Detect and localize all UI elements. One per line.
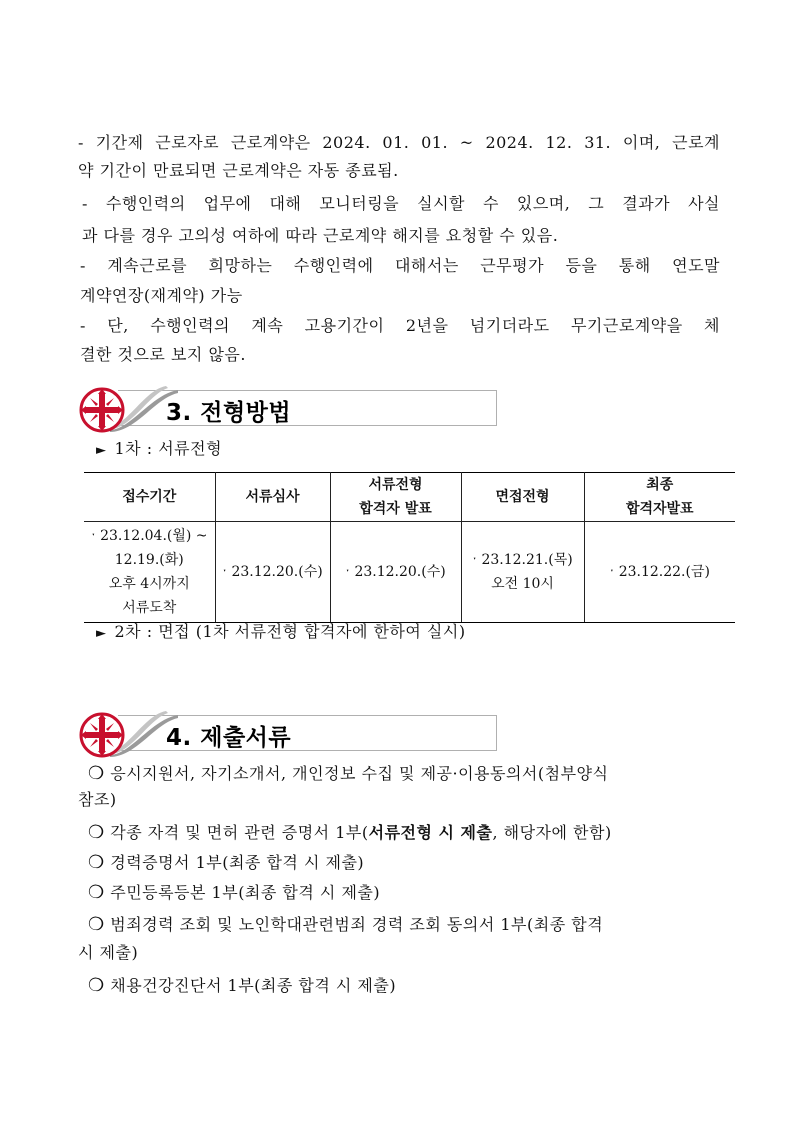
cell-interview-line1: ˑ 23.12.21.(목) bbox=[472, 552, 573, 568]
header-document-result-line1: 서류전형 bbox=[368, 477, 423, 493]
doc-item-6 bbox=[88, 976, 396, 996]
cell-reception-line4: 서류도착 bbox=[122, 600, 177, 616]
doc-item-2 bbox=[88, 823, 612, 843]
cell-interview-line2: 오전 10시 bbox=[491, 576, 554, 592]
cell-interview bbox=[461, 522, 584, 623]
circle-bullet-icon: ❍ bbox=[88, 914, 105, 935]
header-document-review: 서류심사 bbox=[215, 473, 330, 522]
doc-item-4-text: 주민등록등본 1부(최종 합격 시 제출) bbox=[110, 883, 381, 902]
circle-bullet-icon: ❍ bbox=[88, 975, 105, 996]
doc-item-1-cont: 참조) bbox=[78, 790, 117, 809]
step-2-text: 2차 : 면접 (1차 서류전형 합격자에 한하여 실시) bbox=[114, 622, 466, 641]
doc-item-1-text: 응시지원서, 자기소개서, 개인정보 수집 및 제공·이용동의서(첨부양식 bbox=[110, 764, 609, 783]
doc-item-6-text: 채용건강진단서 1부(최종 합격 시 제출) bbox=[110, 976, 397, 995]
terms-line-6: 계약연장(재계약) 가능 bbox=[80, 286, 243, 305]
cell-reception-line3: 오후 4시까지 bbox=[108, 576, 190, 592]
header-document-result-line2: 합격자 발표 bbox=[359, 501, 432, 517]
terms-line-3: - 수행인력의 업무에 대해 모니터링을 실시할 수 있으며, 그 결과가 사실 bbox=[82, 194, 720, 213]
doc-item-1 bbox=[88, 764, 608, 784]
doc-item-4 bbox=[88, 883, 380, 903]
section-3-header bbox=[78, 384, 498, 434]
section-4-header bbox=[78, 709, 498, 759]
caritas-emblem-icon bbox=[78, 386, 126, 434]
terms-line-5: - 계속근로를 희망하는 수행인력에 대해서는 근무평가 등을 통해 연도말 bbox=[80, 256, 720, 275]
doc-item-5 bbox=[88, 915, 603, 935]
circle-bullet-icon: ❍ bbox=[88, 822, 105, 843]
header-final-result-line2: 합격자발표 bbox=[625, 501, 694, 517]
doc-item-3-text: 경력증명서 1부(최종 합격 시 제출) bbox=[110, 853, 365, 872]
doc-item-2-post: , 해당자에 한함) bbox=[492, 823, 612, 842]
arrow-right-icon: ► bbox=[96, 626, 107, 641]
arrow-right-icon: ► bbox=[96, 443, 107, 458]
section-4-title: 4. 제출서류 bbox=[166, 725, 292, 751]
schedule-table bbox=[84, 472, 735, 623]
terms-line-2: 약 기간이 만료되면 근로계약은 자동 종료됨. bbox=[78, 161, 399, 180]
cell-final-result: ˑ 23.12.22.(금) bbox=[584, 522, 735, 623]
terms-line-1: - 기간제 근로자로 근로계약은 2024. 01. 01. ~ 2024. 12. 31. 이며, 근로계 bbox=[78, 133, 720, 152]
header-final-result bbox=[584, 473, 735, 522]
doc-item-2-pre: 각종 자격 및 면허 관련 증명서 1부( bbox=[110, 823, 369, 842]
table-header-row bbox=[84, 473, 735, 522]
terms-line-8: 결한 것으로 보지 않음. bbox=[80, 345, 246, 364]
header-final-result-line1: 최종 bbox=[646, 477, 674, 493]
cell-document-result: ˑ 23.12.20.(수) bbox=[330, 522, 461, 623]
section-3-title: 3. 전형방법 bbox=[166, 400, 292, 426]
doc-item-3 bbox=[88, 853, 364, 873]
step-1 bbox=[96, 439, 222, 461]
doc-item-2-bold: 서류전형 시 제출 bbox=[368, 823, 493, 842]
header-reception-period: 접수기간 bbox=[84, 473, 215, 522]
table-row bbox=[84, 522, 735, 623]
caritas-emblem-icon bbox=[78, 711, 126, 759]
cell-reception-line2: 12.19.(화) bbox=[114, 552, 184, 568]
cell-reception-period bbox=[84, 522, 215, 623]
circle-bullet-icon: ❍ bbox=[88, 852, 105, 873]
header-document-result bbox=[330, 473, 461, 522]
cell-document-review: ˑ 23.12.20.(수) bbox=[215, 522, 330, 623]
step-2 bbox=[96, 622, 466, 644]
step-1-text: 1차 : 서류전형 bbox=[114, 439, 223, 458]
terms-line-4: 과 다를 경우 고의성 여하에 따라 근로계약 해지를 요청할 수 있음. bbox=[82, 226, 559, 245]
header-interview: 면접전형 bbox=[461, 473, 584, 522]
circle-bullet-icon: ❍ bbox=[88, 882, 105, 903]
doc-item-5-text: 범죄경력 조회 및 노인학대관련범죄 경력 조회 동의서 1부(최종 합격 bbox=[110, 915, 604, 934]
cell-reception-line1: ˑ 23.12.04.(월) ~ bbox=[90, 528, 208, 544]
circle-bullet-icon: ❍ bbox=[88, 763, 105, 784]
doc-item-5-cont: 시 제출) bbox=[78, 943, 139, 962]
terms-line-7: - 단, 수행인력의 계속 고용기간이 2년을 넘기더라도 무기근로계약을 체 bbox=[80, 316, 720, 335]
